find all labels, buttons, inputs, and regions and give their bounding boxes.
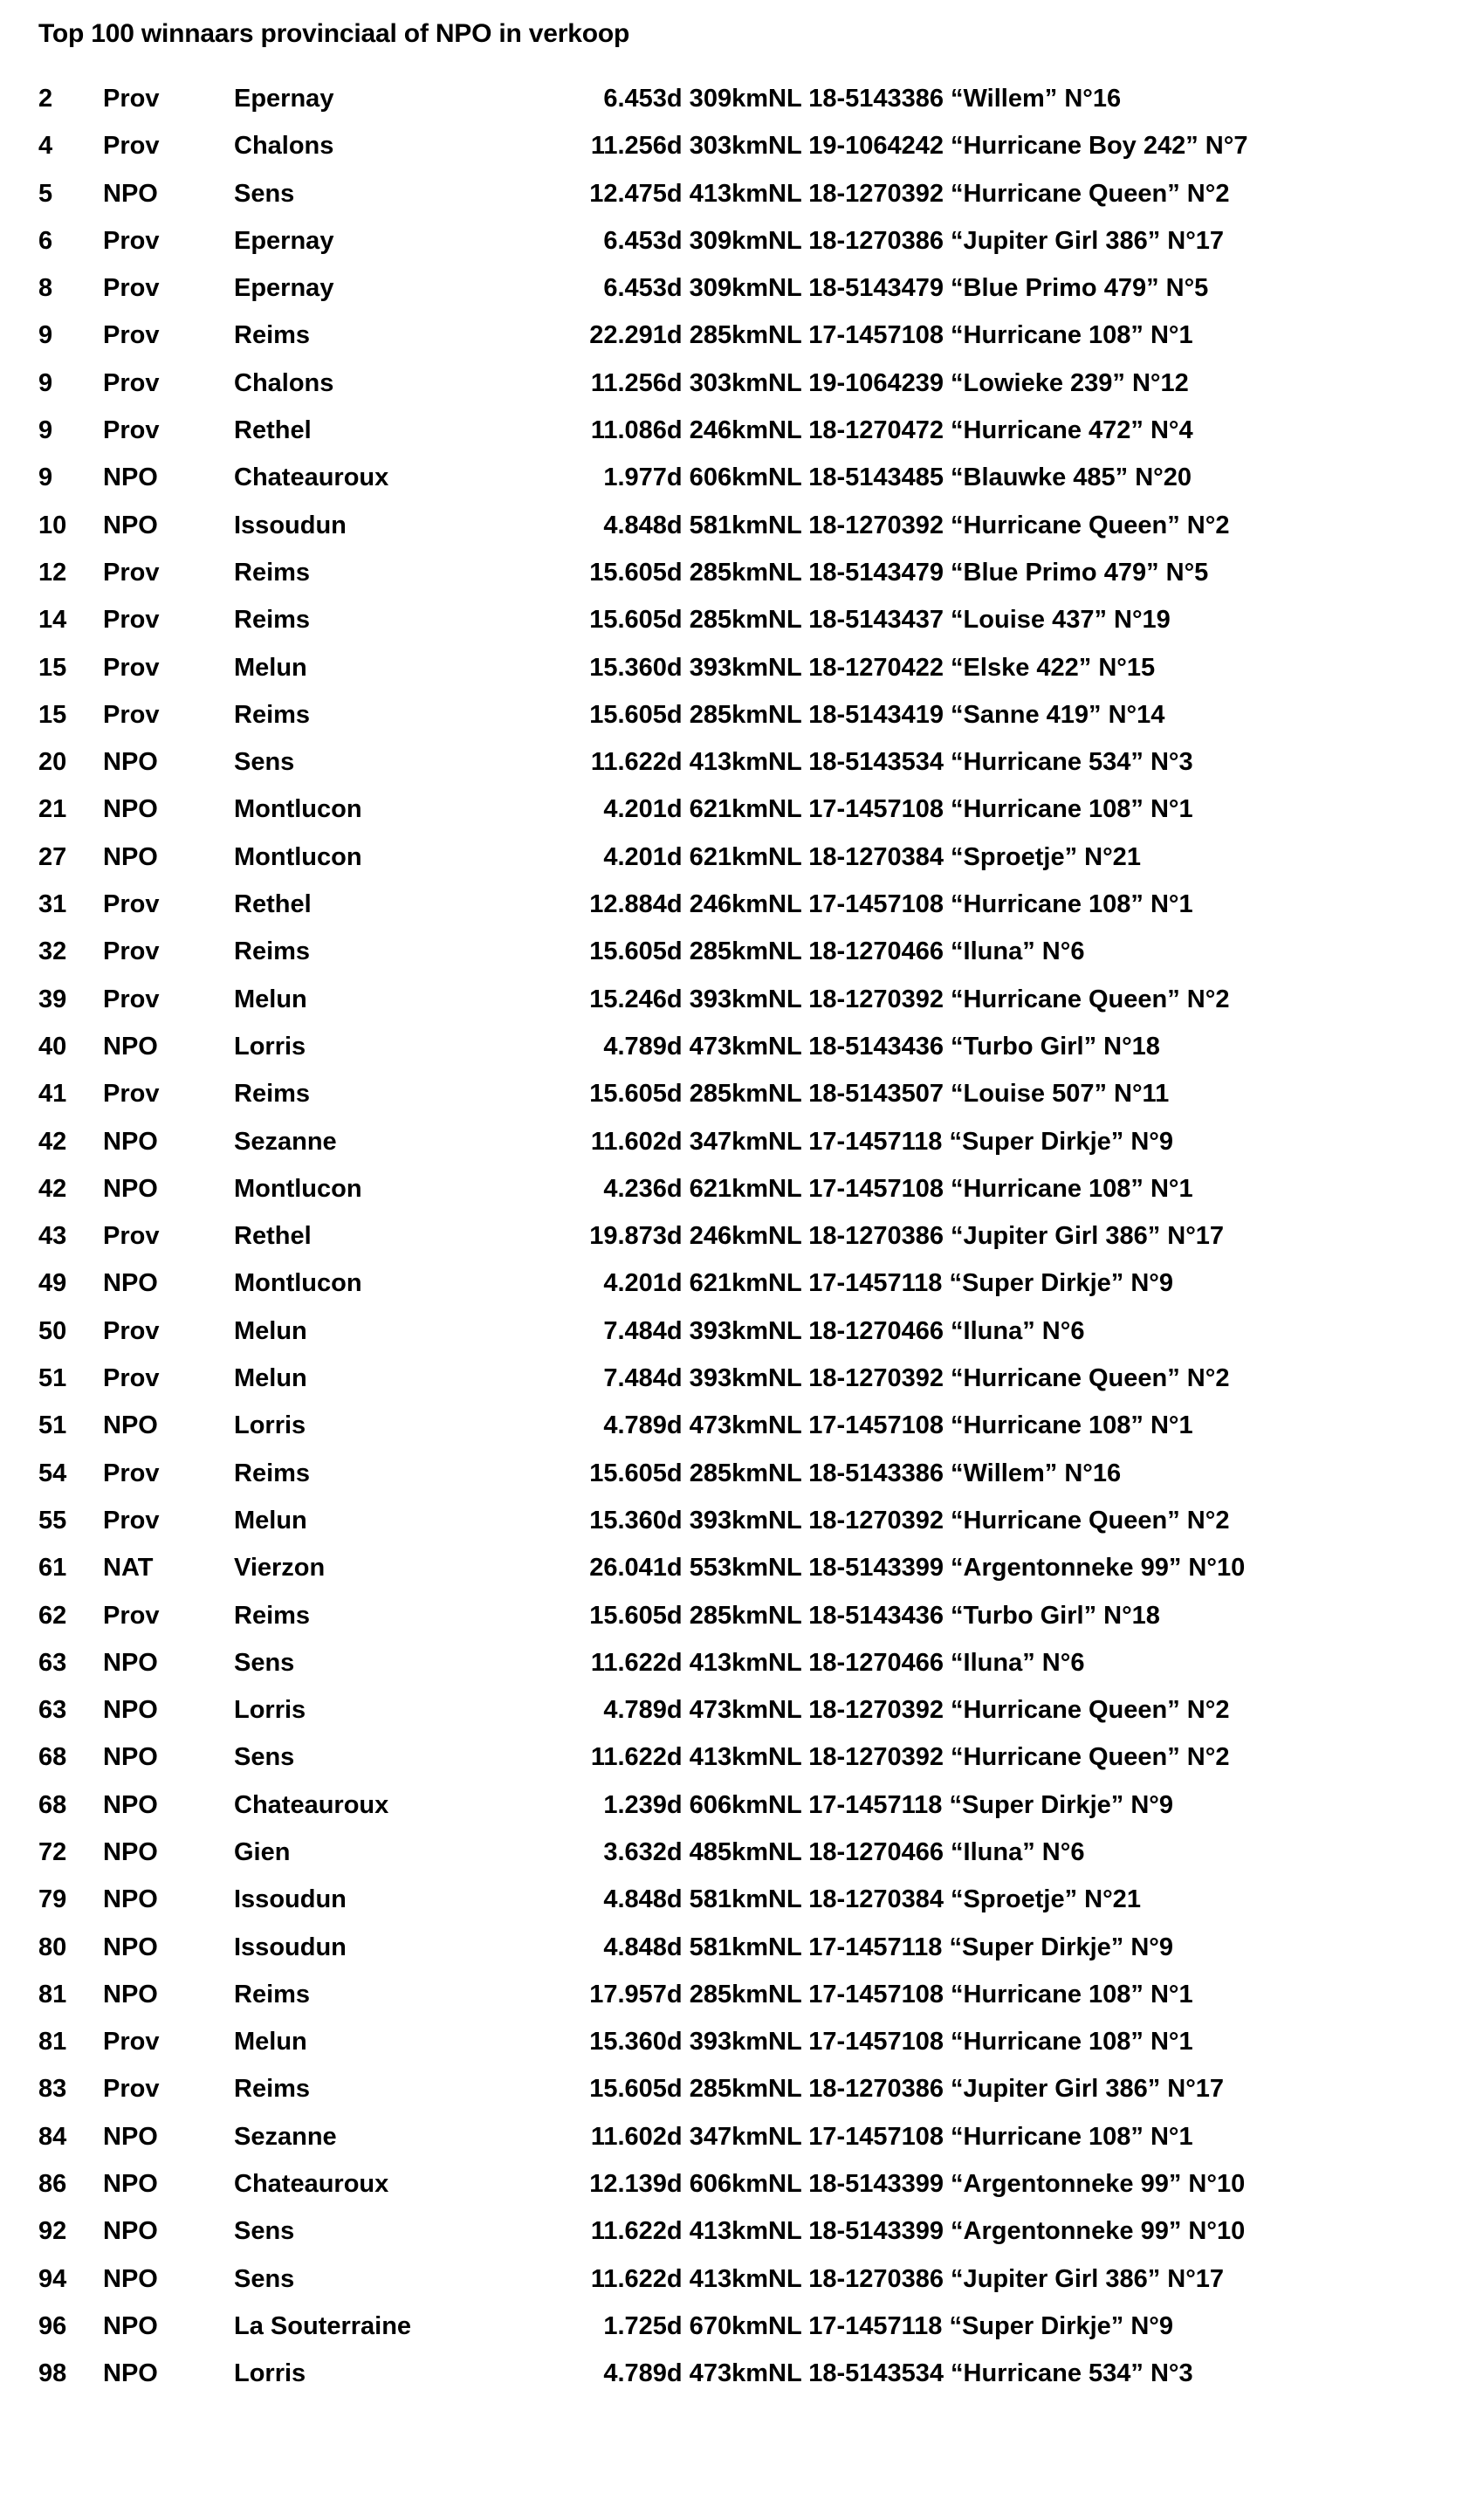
- result-pigeon: NL 18-1270386 “Jupiter Girl 386” N°17: [768, 2264, 1225, 2293]
- result-birds-distance: 4.236d 621km: [603, 1174, 768, 1203]
- table-row: [38, 2256, 1247, 2303]
- result-birds-distance: 11.622d 413km: [590, 2264, 768, 2293]
- result-birds-distance: 11.602d 347km: [590, 2122, 768, 2151]
- result-pigeon: NL 17-1457118 “Super Dirkje” N°9: [768, 1127, 1174, 1156]
- result-category: Prov: [103, 85, 160, 113]
- result-release-place: Sens: [234, 1743, 295, 1772]
- result-rank: 43: [38, 1222, 67, 1251]
- result-category: Prov: [103, 1080, 160, 1109]
- result-category: NPO: [103, 1743, 158, 1772]
- table-row: [38, 1308, 1247, 1355]
- table-row: [38, 549, 1247, 596]
- result-rank: 8: [38, 274, 53, 303]
- result-birds-distance: 6.453d 309km: [603, 226, 768, 255]
- result-birds-distance: 11.602d 347km: [590, 1127, 768, 1156]
- table-row: [38, 1639, 1247, 1686]
- result-birds-distance: 12.475d 413km: [589, 179, 768, 208]
- result-birds-distance: 19.873d 246km: [589, 1222, 768, 1251]
- result-pigeon: NL 18-1270386 “Jupiter Girl 386” N°17: [768, 2075, 1225, 2104]
- table-row: [38, 2208, 1247, 2255]
- table-row: [38, 454, 1247, 501]
- result-category: NPO: [103, 1127, 158, 1156]
- table-row: [38, 834, 1247, 881]
- result-pigeon: NL 18-5143485 “Blauwke 485” N°20: [768, 463, 1192, 492]
- result-category: Prov: [103, 1222, 160, 1251]
- result-pigeon: NL 18-1270472 “Hurricane 472” N°4: [768, 416, 1193, 445]
- table-row: [38, 976, 1247, 1023]
- result-birds-distance: 3.632d 485km: [603, 1837, 768, 1866]
- result-category: Prov: [103, 2028, 160, 2057]
- result-birds-distance: 6.453d 309km: [603, 274, 768, 303]
- result-release-place: Reims: [234, 1459, 311, 1487]
- table-row: [38, 691, 1247, 738]
- result-pigeon: NL 18-1270392 “Hurricane Queen” N°2: [768, 1743, 1230, 1772]
- result-pigeon: NL 18-1270466 “Iluna” N°6: [768, 1316, 1085, 1345]
- table-row: [38, 217, 1247, 264]
- table-row: [38, 596, 1247, 643]
- result-rank: 94: [38, 2264, 67, 2293]
- table-row: [38, 360, 1247, 407]
- result-category: Prov: [103, 890, 160, 919]
- result-release-place: Reims: [234, 1980, 311, 2008]
- table-row: [38, 1734, 1247, 1781]
- result-release-place: Melun: [234, 985, 307, 1013]
- result-release-place: Rethel: [234, 416, 312, 445]
- table-row: [38, 122, 1247, 169]
- result-release-place: Sens: [234, 2217, 295, 2246]
- result-pigeon: NL 18-5143386 “Willem” N°16: [768, 85, 1122, 113]
- result-release-place: Melun: [234, 653, 307, 682]
- result-category: Prov: [103, 937, 160, 966]
- result-pigeon: NL 17-1457108 “Hurricane 108” N°1: [768, 890, 1193, 919]
- result-birds-distance: 1.725d 670km: [603, 2311, 768, 2340]
- table-row: [38, 2018, 1247, 2065]
- result-rank: 14: [38, 606, 67, 635]
- result-category: Prov: [103, 132, 160, 161]
- result-rank: 80: [38, 1933, 67, 1961]
- result-pigeon: NL 17-1457118 “Super Dirkje” N°9: [768, 2311, 1174, 2340]
- result-pigeon: NL 18-1270466 “Iluna” N°6: [768, 1837, 1085, 1866]
- result-pigeon: NL 18-5143507 “Louise 507” N°11: [768, 1080, 1170, 1109]
- result-rank: 61: [38, 1554, 67, 1583]
- result-rank: 63: [38, 1696, 67, 1725]
- result-rank: 42: [38, 1174, 67, 1203]
- table-row: [38, 786, 1247, 833]
- result-release-place: Sens: [234, 748, 295, 777]
- result-pigeon: NL 18-1270392 “Hurricane Queen” N°2: [768, 1364, 1230, 1393]
- table-row: [38, 2065, 1247, 2112]
- result-pigeon: NL 17-1457108 “Hurricane 108” N°1: [768, 2122, 1193, 2151]
- table-row: [38, 1165, 1247, 1212]
- result-birds-distance: 11.256d 303km: [590, 132, 768, 161]
- result-pigeon: NL 18-1270392 “Hurricane Queen” N°2: [768, 179, 1230, 208]
- result-rank: 9: [38, 368, 53, 397]
- result-release-place: Montlucon: [234, 1269, 362, 1298]
- result-pigeon: NL 17-1457108 “Hurricane 108” N°1: [768, 2028, 1193, 2057]
- result-category: Prov: [103, 368, 160, 397]
- result-pigeon: NL 18-5143399 “Argentonneke 99” N°10: [768, 2217, 1246, 2246]
- table-row: [38, 2160, 1247, 2208]
- result-rank: 5: [38, 179, 53, 208]
- result-release-place: Chateauroux: [234, 2170, 389, 2199]
- result-release-place: Sezanne: [234, 2122, 337, 2151]
- result-category: Prov: [103, 1459, 160, 1487]
- result-category: Prov: [103, 226, 160, 255]
- result-birds-distance: 1.239d 606km: [603, 1790, 768, 1819]
- result-release-place: Rethel: [234, 890, 312, 919]
- result-pigeon: NL 18-1270392 “Hurricane Queen” N°2: [768, 985, 1230, 1013]
- result-category: Prov: [103, 321, 160, 350]
- result-rank: 72: [38, 1837, 67, 1866]
- result-release-place: Sens: [234, 179, 295, 208]
- result-birds-distance: 11.086d 246km: [590, 416, 768, 445]
- result-category: NPO: [103, 1837, 158, 1866]
- result-release-place: Epernay: [234, 85, 334, 113]
- result-birds-distance: 15.605d 285km: [589, 937, 768, 966]
- result-pigeon: NL 18-1270392 “Hurricane Queen” N°2: [768, 1696, 1230, 1725]
- result-category: NPO: [103, 1269, 158, 1298]
- result-birds-distance: 7.484d 393km: [603, 1316, 768, 1345]
- result-rank: 83: [38, 2075, 67, 2104]
- result-rank: 50: [38, 1316, 67, 1345]
- result-pigeon: NL 18-5143436 “Turbo Girl” N°18: [768, 1032, 1160, 1061]
- result-birds-distance: 15.605d 285km: [589, 1080, 768, 1109]
- result-release-place: Issoudun: [234, 1933, 347, 1961]
- result-rank: 68: [38, 1790, 67, 1819]
- result-release-place: Epernay: [234, 274, 334, 303]
- result-pigeon: NL 17-1457108 “Hurricane 108” N°1: [768, 321, 1193, 350]
- page-title: Top 100 winnaars provinciaal of NPO in verkoop: [38, 19, 630, 48]
- result-category: Prov: [103, 1364, 160, 1393]
- result-category: Prov: [103, 653, 160, 682]
- result-category: NPO: [103, 1174, 158, 1203]
- result-rank: 32: [38, 937, 67, 966]
- result-release-place: Sens: [234, 1648, 295, 1677]
- result-pigeon: NL 17-1457108 “Hurricane 108” N°1: [768, 1411, 1193, 1440]
- table-row: [38, 1686, 1247, 1734]
- table-row: [38, 502, 1247, 549]
- result-release-place: Sens: [234, 2264, 295, 2293]
- result-rank: 96: [38, 2311, 67, 2340]
- result-birds-distance: 15.360d 393km: [589, 653, 768, 682]
- result-rank: 55: [38, 1506, 67, 1535]
- result-birds-distance: 12.139d 606km: [589, 2170, 768, 2199]
- result-birds-distance: 4.789d 473km: [603, 1696, 768, 1725]
- result-pigeon: NL 18-1270384 “Sproetje” N°21: [768, 842, 1141, 871]
- result-category: NPO: [103, 463, 158, 492]
- table-row: [38, 1782, 1247, 1829]
- result-release-place: Melun: [234, 2028, 307, 2057]
- result-pigeon: NL 18-5143479 “Blue Primo 479” N°5: [768, 558, 1209, 587]
- table-row: [38, 1260, 1247, 1307]
- result-rank: 41: [38, 1080, 67, 1109]
- result-pigeon: NL 18-1270466 “Iluna” N°6: [768, 1648, 1085, 1677]
- result-birds-distance: 4.789d 473km: [603, 2359, 768, 2388]
- table-row: [38, 407, 1247, 454]
- table-row: [38, 1023, 1247, 1070]
- result-release-place: Sezanne: [234, 1127, 337, 1156]
- result-pigeon: NL 18-5143386 “Willem” N°16: [768, 1459, 1122, 1487]
- result-release-place: La Souterraine: [234, 2311, 412, 2340]
- result-birds-distance: 17.957d 285km: [589, 1980, 768, 2008]
- table-row: [38, 1592, 1247, 1639]
- result-pigeon: NL 18-5143479 “Blue Primo 479” N°5: [768, 274, 1209, 303]
- result-birds-distance: 11.622d 413km: [590, 2217, 768, 2246]
- result-release-place: Melun: [234, 1506, 307, 1535]
- result-rank: 15: [38, 700, 67, 729]
- result-category: NPO: [103, 1933, 158, 1961]
- table-row: [38, 170, 1247, 217]
- result-pigeon: NL 18-5143534 “Hurricane 534” N°3: [768, 748, 1193, 777]
- result-release-place: Gien: [234, 1837, 291, 1866]
- table-row: [38, 881, 1247, 928]
- result-release-place: Issoudun: [234, 1885, 347, 1914]
- result-release-place: Lorris: [234, 2359, 306, 2388]
- result-rank: 12: [38, 558, 67, 587]
- result-birds-distance: 15.360d 393km: [589, 1506, 768, 1535]
- result-rank: 68: [38, 1743, 67, 1772]
- result-birds-distance: 4.848d 581km: [603, 1885, 768, 1914]
- result-rank: 86: [38, 2170, 67, 2199]
- result-release-place: Reims: [234, 321, 311, 350]
- result-release-place: Epernay: [234, 226, 334, 255]
- result-category: Prov: [103, 1316, 160, 1345]
- result-category: NPO: [103, 1696, 158, 1725]
- result-release-place: Chalons: [234, 368, 334, 397]
- result-category: NPO: [103, 179, 158, 208]
- result-rank: 63: [38, 1648, 67, 1677]
- table-row: [38, 1971, 1247, 2018]
- table-row: [38, 312, 1247, 359]
- result-pigeon: NL 18-5143419 “Sanne 419” N°14: [768, 700, 1165, 729]
- table-row: [38, 75, 1247, 122]
- result-release-place: Reims: [234, 700, 311, 729]
- result-birds-distance: 15.360d 393km: [589, 2028, 768, 2057]
- result-release-place: Chateauroux: [234, 463, 389, 492]
- result-rank: 92: [38, 2217, 67, 2246]
- result-birds-distance: 15.605d 285km: [589, 2075, 768, 2104]
- result-pigeon: NL 18-5143437 “Louise 437” N°19: [768, 606, 1171, 635]
- result-release-place: Montlucon: [234, 1174, 362, 1203]
- result-rank: 27: [38, 842, 67, 871]
- table-row: [38, 1876, 1247, 1923]
- result-birds-distance: 4.848d 581km: [603, 1933, 768, 1961]
- result-pigeon: NL 17-1457108 “Hurricane 108” N°1: [768, 1174, 1193, 1203]
- table-row: [38, 1924, 1247, 1971]
- table-row: [38, 1497, 1247, 1544]
- result-release-place: Reims: [234, 1080, 311, 1109]
- result-rank: 9: [38, 321, 53, 350]
- result-pigeon: NL 18-5143399 “Argentonneke 99” N°10: [768, 2170, 1246, 2199]
- result-rank: 6: [38, 226, 53, 255]
- result-category: Prov: [103, 1506, 160, 1535]
- result-pigeon: NL 17-1457118 “Super Dirkje” N°9: [768, 1269, 1174, 1298]
- result-release-place: Lorris: [234, 1032, 306, 1061]
- result-category: NPO: [103, 2359, 158, 2388]
- table-row: [38, 1402, 1247, 1449]
- result-rank: 4: [38, 132, 53, 161]
- result-birds-distance: 15.605d 285km: [589, 700, 768, 729]
- table-row: [38, 1118, 1247, 1165]
- result-rank: 84: [38, 2122, 67, 2151]
- result-pigeon: NL 17-1457108 “Hurricane 108” N°1: [768, 795, 1193, 824]
- result-birds-distance: 26.041d 553km: [589, 1554, 768, 1583]
- result-release-place: Reims: [234, 606, 311, 635]
- result-release-place: Reims: [234, 2075, 311, 2104]
- result-rank: 9: [38, 416, 53, 445]
- result-pigeon: NL 17-1457108 “Hurricane 108” N°1: [768, 1980, 1193, 2008]
- results-table: [38, 75, 1247, 2398]
- result-rank: 54: [38, 1459, 67, 1487]
- table-row: [38, 1355, 1247, 1402]
- result-birds-distance: 15.246d 393km: [589, 985, 768, 1013]
- result-birds-distance: 22.291d 285km: [589, 321, 768, 350]
- result-rank: 9: [38, 463, 53, 492]
- table-row: [38, 1450, 1247, 1497]
- result-pigeon: NL 18-1270384 “Sproetje” N°21: [768, 1885, 1141, 1914]
- result-release-place: Lorris: [234, 1696, 306, 1725]
- result-rank: 79: [38, 1885, 67, 1914]
- result-rank: 81: [38, 2028, 67, 2057]
- result-rank: 42: [38, 1127, 67, 1156]
- result-birds-distance: 4.789d 473km: [603, 1411, 768, 1440]
- table-row: [38, 264, 1247, 312]
- result-pigeon: NL 18-5143399 “Argentonneke 99” N°10: [768, 1554, 1246, 1583]
- result-rank: 51: [38, 1364, 67, 1393]
- result-release-place: Melun: [234, 1316, 307, 1345]
- table-row: [38, 928, 1247, 975]
- result-rank: 49: [38, 1269, 67, 1298]
- result-category: NAT: [103, 1554, 154, 1583]
- result-pigeon: NL 18-1270392 “Hurricane Queen” N°2: [768, 1506, 1230, 1535]
- result-category: NPO: [103, 1980, 158, 2008]
- result-birds-distance: 15.605d 285km: [589, 1601, 768, 1630]
- result-rank: 15: [38, 653, 67, 682]
- result-category: NPO: [103, 1790, 158, 1819]
- result-pigeon: NL 19-1064242 “Hurricane Boy 242” N°7: [768, 132, 1248, 161]
- result-category: Prov: [103, 274, 160, 303]
- result-release-place: Reims: [234, 1601, 311, 1630]
- result-rank: 31: [38, 890, 67, 919]
- result-pigeon: NL 18-5143534 “Hurricane 534” N°3: [768, 2359, 1193, 2388]
- result-rank: 40: [38, 1032, 67, 1061]
- result-pigeon: NL 18-1270386 “Jupiter Girl 386” N°17: [768, 1222, 1225, 1251]
- result-category: Prov: [103, 558, 160, 587]
- result-birds-distance: 15.605d 285km: [589, 1459, 768, 1487]
- result-birds-distance: 7.484d 393km: [603, 1364, 768, 1393]
- result-release-place: Reims: [234, 558, 311, 587]
- result-pigeon: NL 18-1270422 “Elske 422” N°15: [768, 653, 1156, 682]
- result-birds-distance: 4.201d 621km: [603, 795, 768, 824]
- result-category: NPO: [103, 1411, 158, 1440]
- result-pigeon: NL 17-1457118 “Super Dirkje” N°9: [768, 1790, 1174, 1819]
- result-pigeon: NL 18-5143436 “Turbo Girl” N°18: [768, 1601, 1160, 1630]
- result-category: NPO: [103, 2122, 158, 2151]
- result-category: Prov: [103, 606, 160, 635]
- table-row: [38, 1212, 1247, 1260]
- result-category: NPO: [103, 511, 158, 539]
- result-rank: 21: [38, 795, 67, 824]
- result-release-place: Montlucon: [234, 795, 362, 824]
- result-pigeon: NL 18-1270386 “Jupiter Girl 386” N°17: [768, 226, 1225, 255]
- result-release-place: Chalons: [234, 132, 334, 161]
- result-birds-distance: 1.977d 606km: [603, 463, 768, 492]
- result-rank: 81: [38, 1980, 67, 2008]
- table-row: [38, 1829, 1247, 1876]
- result-category: NPO: [103, 1648, 158, 1677]
- result-release-place: Melun: [234, 1364, 307, 1393]
- table-row: [38, 2113, 1247, 2160]
- result-birds-distance: 11.622d 413km: [590, 748, 768, 777]
- result-release-place: Issoudun: [234, 511, 347, 539]
- result-rank: 20: [38, 748, 67, 777]
- result-birds-distance: 15.605d 285km: [589, 558, 768, 587]
- result-birds-distance: 4.201d 621km: [603, 1269, 768, 1298]
- result-category: NPO: [103, 2264, 158, 2293]
- result-release-place: Reims: [234, 937, 311, 966]
- table-row: [38, 738, 1247, 786]
- table-row: [38, 1070, 1247, 1117]
- result-release-place: Rethel: [234, 1222, 312, 1251]
- result-category: Prov: [103, 700, 160, 729]
- result-category: NPO: [103, 2170, 158, 2199]
- result-rank: 39: [38, 985, 67, 1013]
- result-rank: 2: [38, 85, 53, 113]
- table-row: [38, 2350, 1247, 2397]
- result-category: Prov: [103, 1601, 160, 1630]
- table-row: [38, 2303, 1247, 2350]
- result-category: NPO: [103, 2217, 158, 2246]
- result-pigeon: NL 17-1457118 “Super Dirkje” N°9: [768, 1933, 1174, 1961]
- result-birds-distance: 15.605d 285km: [589, 606, 768, 635]
- result-birds-distance: 11.256d 303km: [590, 368, 768, 397]
- result-category: Prov: [103, 985, 160, 1013]
- result-birds-distance: 4.789d 473km: [603, 1032, 768, 1061]
- result-category: NPO: [103, 842, 158, 871]
- result-birds-distance: 4.848d 581km: [603, 511, 768, 539]
- result-release-place: Vierzon: [234, 1554, 326, 1583]
- result-birds-distance: 4.201d 621km: [603, 842, 768, 871]
- result-category: NPO: [103, 1885, 158, 1914]
- table-row: [38, 644, 1247, 691]
- result-category: Prov: [103, 2075, 160, 2104]
- result-rank: 98: [38, 2359, 67, 2388]
- result-release-place: Chateauroux: [234, 1790, 389, 1819]
- result-pigeon: NL 18-1270466 “Iluna” N°6: [768, 937, 1085, 966]
- results-table-body: [38, 75, 1247, 2398]
- result-category: NPO: [103, 795, 158, 824]
- result-category: NPO: [103, 748, 158, 777]
- result-birds-distance: 11.622d 413km: [590, 1743, 768, 1772]
- result-birds-distance: 12.884d 246km: [589, 890, 768, 919]
- result-pigeon: NL 18-1270392 “Hurricane Queen” N°2: [768, 511, 1230, 539]
- table-row: [38, 1544, 1247, 1591]
- result-category: NPO: [103, 1032, 158, 1061]
- result-release-place: Lorris: [234, 1411, 306, 1440]
- result-rank: 51: [38, 1411, 67, 1440]
- result-release-place: Montlucon: [234, 842, 362, 871]
- result-rank: 62: [38, 1601, 67, 1630]
- result-rank: 10: [38, 511, 67, 539]
- result-pigeon: NL 19-1064239 “Lowieke 239” N°12: [768, 368, 1189, 397]
- result-category: NPO: [103, 2311, 158, 2340]
- result-category: Prov: [103, 416, 160, 445]
- result-birds-distance: 11.622d 413km: [590, 1648, 768, 1677]
- result-birds-distance: 6.453d 309km: [603, 85, 768, 113]
